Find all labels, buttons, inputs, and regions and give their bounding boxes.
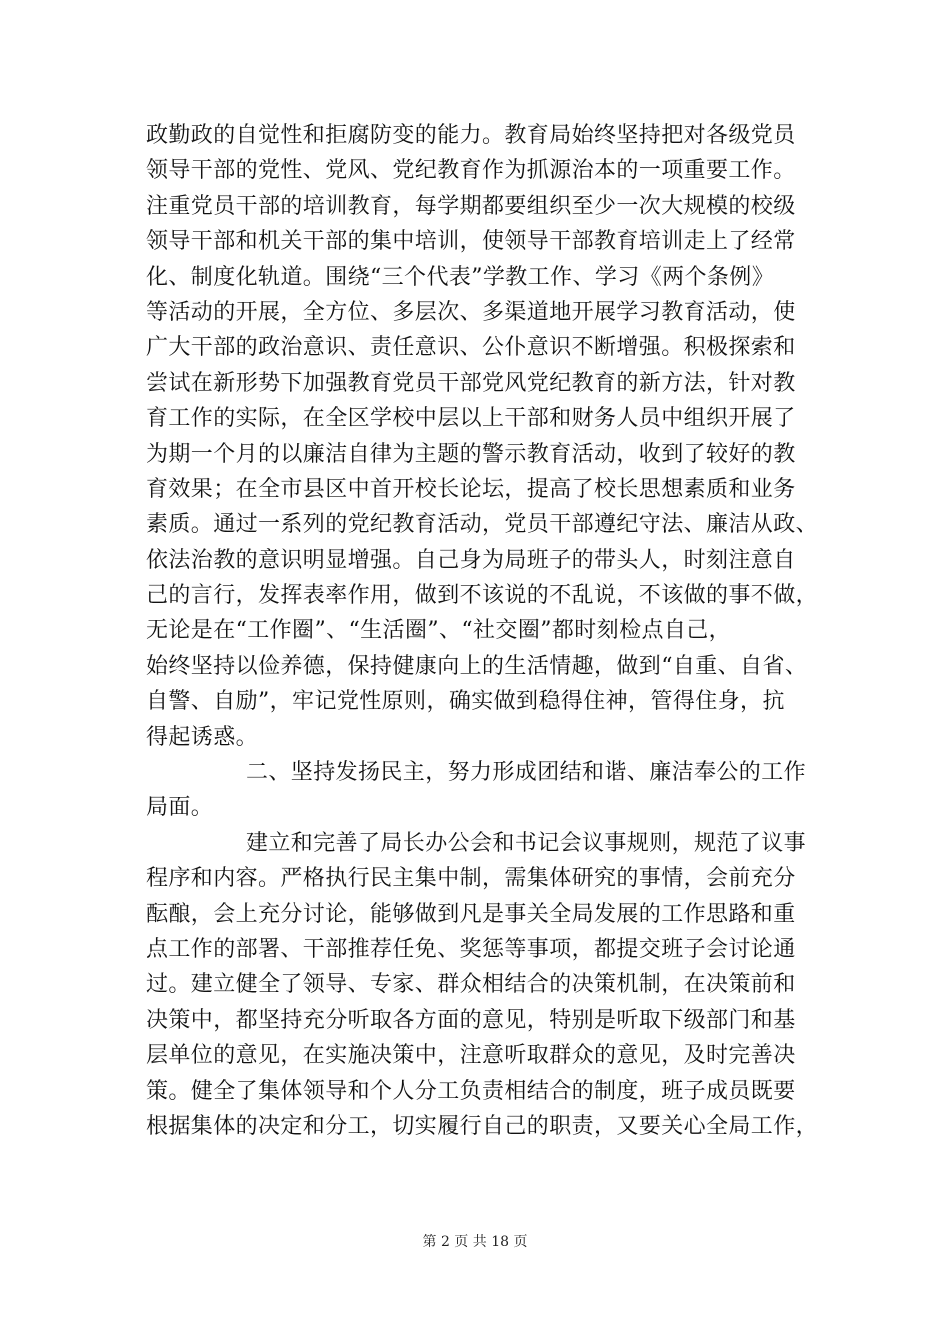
body-text	[146, 118, 824, 1144]
text-line: 决策中，都坚持充分听取各方面的意见，特别是听取下级部门和基	[146, 1007, 796, 1033]
text-line: 得起诱惑。	[146, 724, 259, 750]
text-line: 策。健全了集体领导和个人分工负责相结合的制度，班子成员既要	[146, 1078, 796, 1104]
section-heading: 二、坚持发扬民主，努力形成团结和谐、廉洁奉公的工作	[246, 760, 807, 786]
text-line: 层单位的意见，在实施决策中，注意听取群众的意见，及时完善决	[146, 1043, 796, 1069]
text-line: 酝酿，会上充分讨论，能够做到凡是事关全局发展的工作思路和重	[146, 901, 796, 927]
text-line: 素质。通过一系列的党纪教育活动，党员干部遵纪守法、廉洁从政、	[146, 512, 819, 538]
text-line: 点工作的部署、干部推荐任免、奖惩等事项，都提交班子会讨论通	[146, 936, 796, 962]
text-line: 注重党员干部的培训教育，每学期都要组织至少一次大规模的校级	[146, 193, 796, 219]
text-line: 领导干部的党性、党风、党纪教育作为抓源治本的一项重要工作。	[146, 158, 796, 184]
text-line: 广大干部的政治意识、责任意识、公仆意识不断增强。积极探索和	[146, 335, 796, 361]
text-line: 无论是在“工作圈”、“生活圈”、“社交圈”都时刻检点自己，	[146, 618, 732, 644]
page-number-footer: 第 2 页 共 18 页	[422, 1234, 528, 1250]
text-line: 育工作的实际，在全区学校中层以上干部和财务人员中组织开展了	[146, 406, 796, 432]
text-line: 为期一个月的以廉洁自律为主题的警示教育活动，收到了较好的教	[146, 441, 796, 467]
text-line: 等活动的开展，全方位、多层次、多渠道地开展学习教育活动，使	[146, 299, 796, 325]
section-heading-continuation: 局面。	[146, 795, 214, 821]
paragraph-start: 建立和完善了局长办公会和书记会议事规则，规范了议事	[246, 830, 807, 856]
text-line: 始终坚持以俭养德，保持健康向上的生活情趣，做到“自重、自省、	[146, 653, 808, 679]
text-line: 根据集体的决定和分工，切实履行自己的职责，又要关心全局工作，	[146, 1113, 819, 1139]
text-line: 依法治教的意识明显增强。自己身为局班子的带头人，时刻注意自	[146, 547, 796, 573]
text-line: 领导干部和机关干部的集中培训，使领导干部教育培训走上了经常	[146, 229, 796, 255]
text-line: 化、制度化轨道。围绕“三个代表”学教工作、学习《两个条例》	[146, 264, 775, 290]
text-line: 政勤政的自觉性和拒腐防变的能力。教育局始终坚持把对各级党员	[146, 123, 796, 148]
text-line: 育效果；在全市县区中首开校长论坛，提高了校长思想素质和业务	[146, 476, 796, 502]
text-line: 己的言行，发挥表率作用，做到不该说的不乱说，不该做的事不做，	[146, 583, 819, 609]
text-line: 尝试在新形势下加强教育党员干部党风党纪教育的新方法，针对教	[146, 370, 796, 396]
text-line: 程序和内容。严格执行民主集中制，需集体研究的事情，会前充分	[146, 866, 796, 892]
text-line: 自警、自励”，牢记党性原则，确实做到稳得住神，管得住身，抗	[146, 689, 785, 715]
text-line: 过。建立健全了领导、专家、群众相结合的决策机制，在决策前和	[146, 972, 796, 998]
